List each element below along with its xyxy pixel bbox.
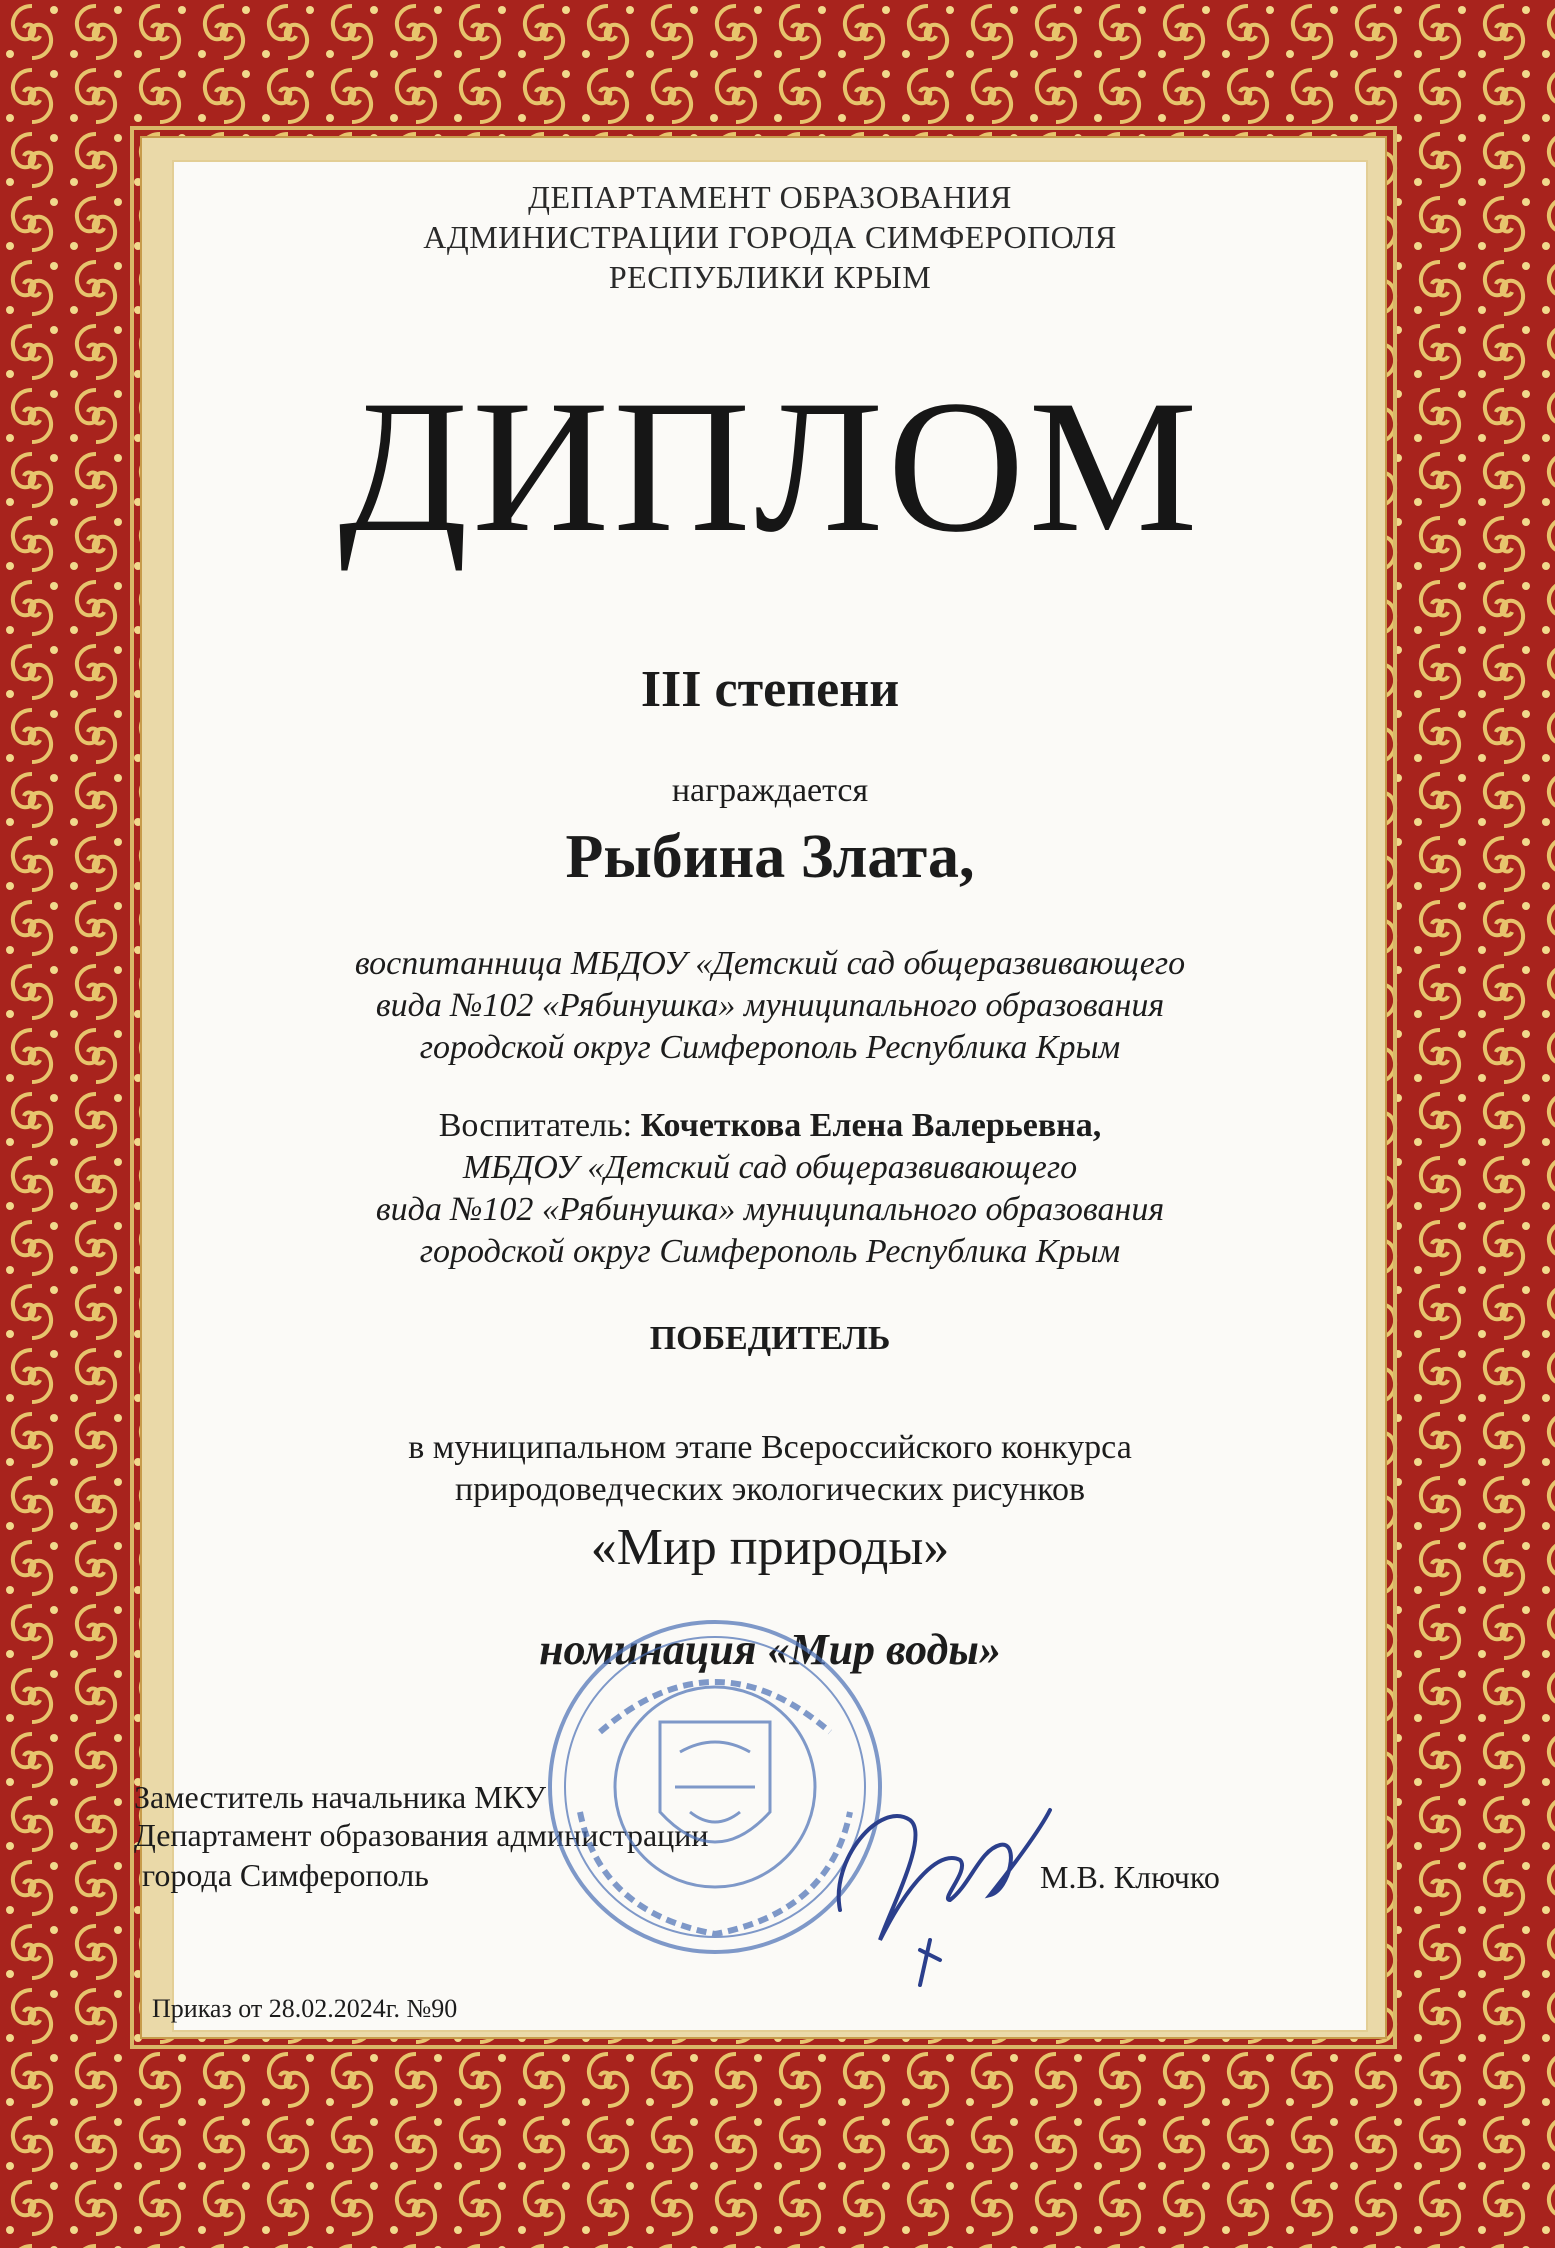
department-line-3: РЕСПУБЛИКИ КРЫМ xyxy=(608,259,932,295)
teacher-info-line-1: МБДОУ «Детский сад общеразвивающего xyxy=(462,1149,1078,1186)
diploma-title: ДИПЛОМ xyxy=(338,362,1202,572)
teacher-info-line-2: вида №102 «Рябинушка» муниципального образования xyxy=(375,1191,1165,1228)
recipient-name: Рыбина Злата, xyxy=(565,823,975,891)
recipient-info-line-2: вида №102 «Рябинушка» муниципального образования xyxy=(375,987,1165,1024)
winner-status: ПОБЕДИТЕЛЬ xyxy=(649,1320,891,1357)
recipient-info-line-1: воспитанница МБДОУ «Детский сад общеразвивающего xyxy=(354,945,1186,982)
department-line-2: АДМИНИСТРАЦИИ ГОРОДА СИМФЕРОПОЛЯ xyxy=(423,219,1117,255)
handwritten-signature xyxy=(820,1790,1060,1990)
awarded-label: награждается xyxy=(671,772,869,809)
contest-name: «Мир природы» xyxy=(590,1519,950,1576)
order-reference: Приказ от 28.02.2024г. №90 xyxy=(152,1994,458,2023)
signatory-title-line-1: Заместитель начальника МКУ xyxy=(134,1779,547,1815)
teacher-info-line-3: городской округ Симферополь Республика Крым xyxy=(419,1233,1121,1270)
signatory-name: М.В. Ключко xyxy=(1040,1859,1220,1895)
award-degree: III степени xyxy=(640,661,900,718)
recipient-info-line-3: городской округ Симферополь Республика Крым xyxy=(419,1029,1121,1066)
teacher-label: Воспитатель: xyxy=(438,1107,641,1144)
nomination: номинация «Мир воды» xyxy=(539,1625,1001,1674)
department-line-1: ДЕПАРТАМЕНТ ОБРАЗОВАНИЯ xyxy=(528,179,1012,215)
teacher-line xyxy=(172,1106,1368,1146)
teacher-name: Кочеткова Елена Валерьевна, xyxy=(640,1107,1102,1144)
signatory-title-line-2: Департамент образования администрации xyxy=(134,1817,709,1853)
contest-line-2: природоведческих экологических рисунков xyxy=(454,1471,1086,1508)
signatory-title-line-3: города Симферополь xyxy=(142,1857,429,1893)
contest-line-1: в муниципальном этапе Всероссийского конкурса xyxy=(408,1429,1132,1466)
